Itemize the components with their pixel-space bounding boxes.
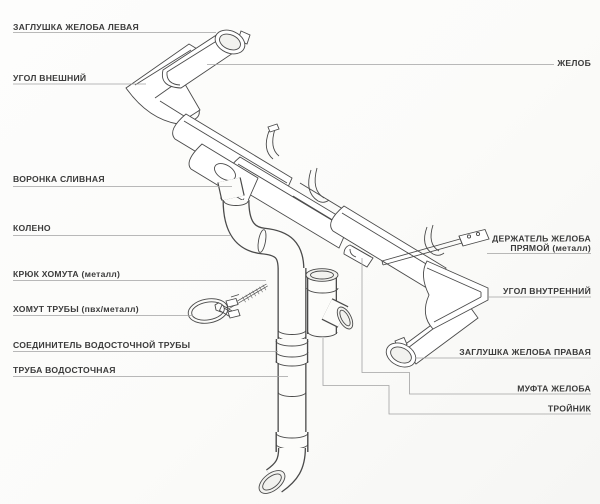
label-tee: ТРОЙНИК bbox=[547, 403, 591, 414]
label-gutter: ЖЕЛОБ bbox=[557, 58, 591, 68]
downpipe-part bbox=[255, 268, 308, 498]
label-pipe-clamp: ХОМУТ ТРУБЫ (пвх/металл) bbox=[13, 304, 139, 314]
pipe-connector-sleeve bbox=[276, 339, 308, 366]
label-downpipe: ТРУБА ВОДОСТОЧНАЯ bbox=[13, 365, 116, 375]
label-straight-bracket-line1: ДЕРЖАТЕЛЬ ЖЕЛОБА bbox=[492, 233, 591, 244]
label-funnel-outlet: ВОРОНКА СЛИВНАЯ bbox=[13, 174, 105, 184]
label-inner-corner: УГОЛ ВНУТРЕННИЙ bbox=[503, 286, 591, 296]
label-clamp-hook: КРЮК ХОМУТА (металл) bbox=[13, 269, 121, 279]
label-pipe-connector: СОЕДИНИТЕЛЬ ВОДОСТОЧНОЙ ТРУБЫ bbox=[13, 340, 191, 350]
label-straight-bracket-line2: ПРЯМОЙ (металл) bbox=[510, 243, 591, 253]
pipe-outlet-elbow bbox=[255, 448, 292, 498]
label-left-end-cap: ЗАГЛУШКА ЖЕЛОБА ЛЕВАЯ bbox=[13, 22, 139, 32]
label-gutter-coupling: МУФТА ЖЕЛОБА bbox=[517, 383, 591, 394]
tee-part bbox=[306, 269, 356, 337]
label-elbow: КОЛЕНО bbox=[13, 223, 51, 233]
label-right-end-cap: ЗАГЛУШКА ЖЕЛОБА ПРАВАЯ bbox=[459, 347, 591, 357]
illustration-exploded-gutter-system bbox=[126, 26, 489, 498]
label-outer-corner: УГОЛ ВНЕШНИЙ bbox=[13, 73, 87, 83]
